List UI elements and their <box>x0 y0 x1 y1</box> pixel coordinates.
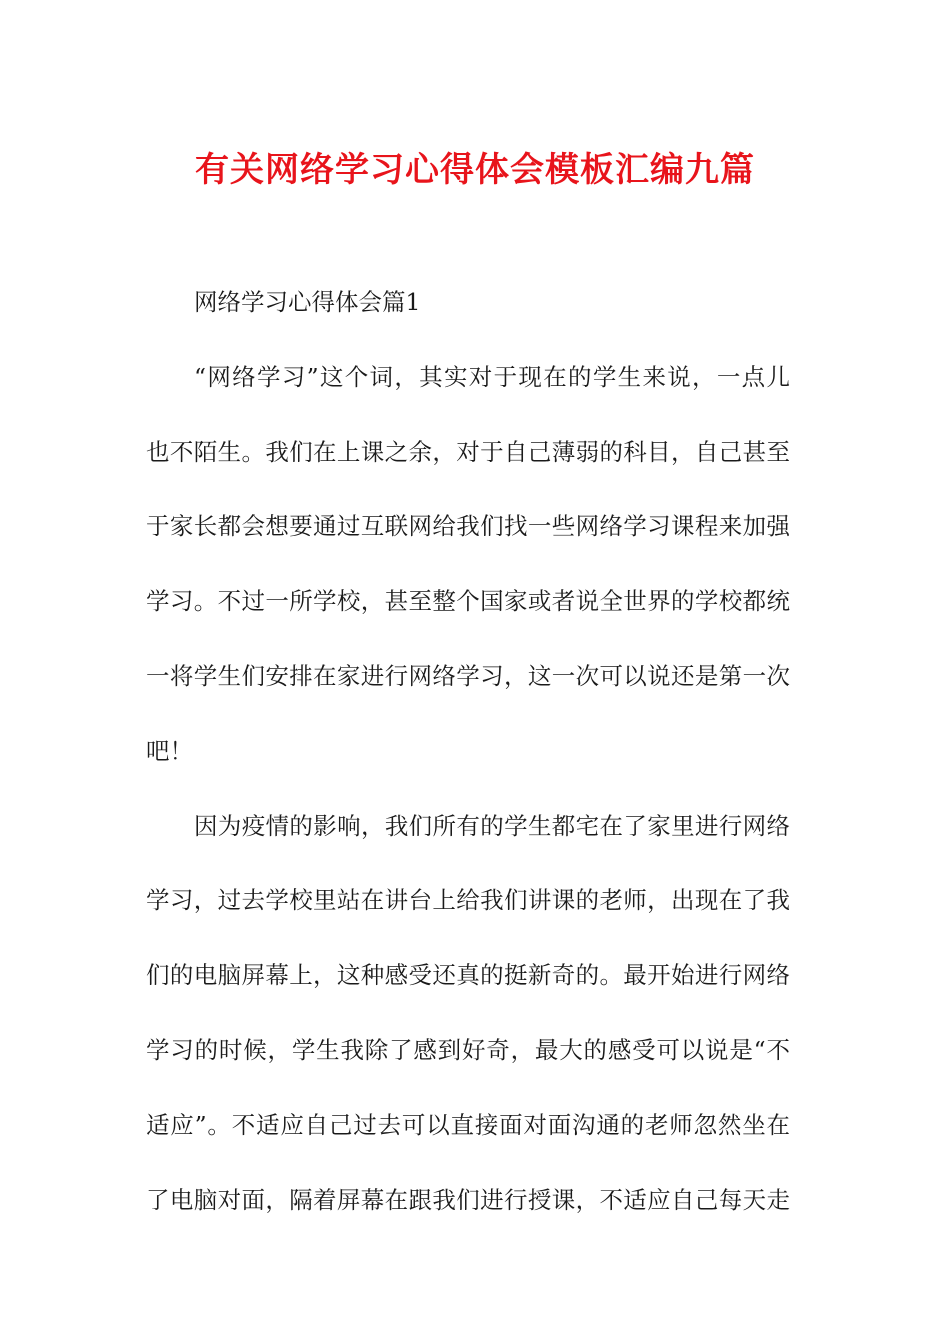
document-body <box>146 280 790 1252</box>
paragraph-line: 于家长都会想要通过互联网给我们找一些网络学习课程来加强 <box>146 512 790 541</box>
paragraph-line: 了电脑对面，隔着屏幕在跟我们进行授课，不适应自己每天走 <box>146 1185 790 1214</box>
paragraph-line: 适应”。不适应自己过去可以直接面对面沟通的老师忽然坐在 <box>146 1110 790 1139</box>
paragraph-line: 因为疫情的影响，我们所有的学生都宅在了家里进行网络 <box>194 811 790 840</box>
document-title: 有关网络学习心得体会模板汇编九篇 <box>195 150 755 190</box>
paragraph-line: 也不陌生。我们在上课之余，对于自己薄弱的科目，自己甚至 <box>146 437 790 466</box>
section-heading: 网络学习心得体会篇1 <box>194 288 421 316</box>
paragraph-line: 一将学生们安排在家进行网络学习，这一次可以说还是第一次 <box>146 661 790 690</box>
paragraph-line: 学习。不过一所学校，甚至整个国家或者说全世界的学校都统 <box>146 587 790 616</box>
paragraph-line: 吧！ <box>146 736 193 765</box>
paragraph-line: 学习，过去学校里站在讲台上给我们讲课的老师，出现在了我 <box>146 886 790 915</box>
paragraph-line: “网络学习”这个词，其实对于现在的学生来说，一点儿 <box>194 362 790 391</box>
paragraph-line: 们的电脑屏幕上，这种感受还真的挺新奇的。最开始进行网络 <box>146 961 790 990</box>
paragraph-line: 学习的时候，学生我除了感到好奇，最大的感受可以说是“不 <box>146 1035 790 1064</box>
